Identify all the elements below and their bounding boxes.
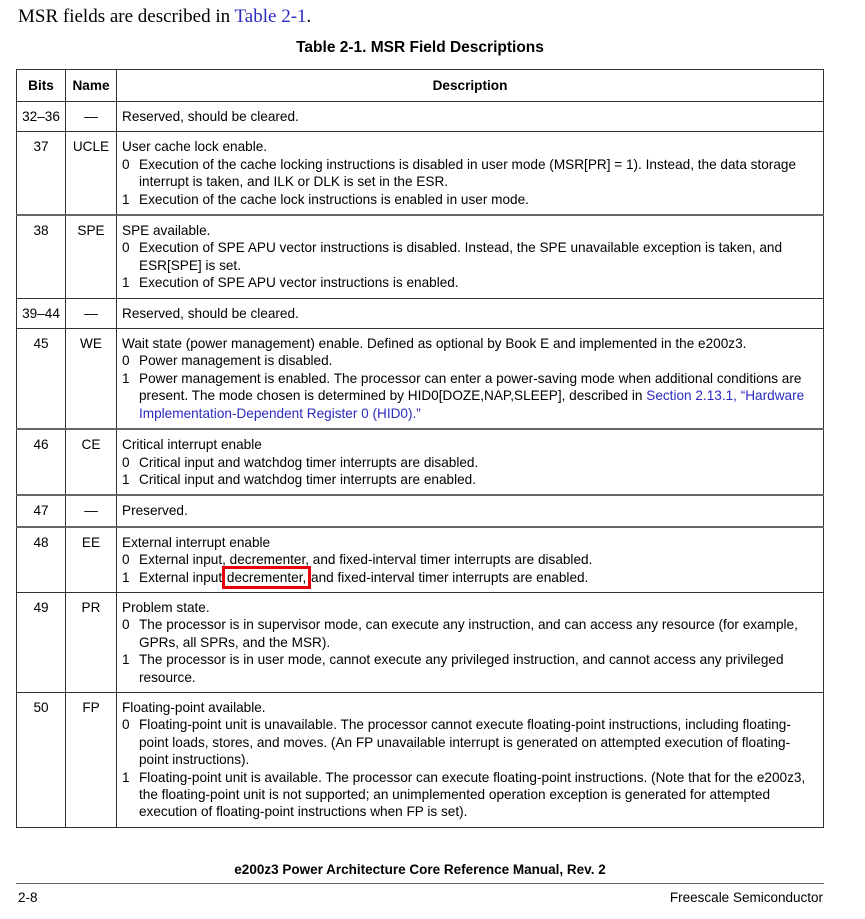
intro-paragraph [18,6,311,28]
option-key: 1 [122,769,130,785]
footer-divider [16,883,824,884]
description-title: External interrupt enable [122,534,271,550]
option-1 [122,769,817,821]
description-title: Wait state (power management) enable. Defined as optional by Book E and implemented in the e200z3. [122,336,747,352]
name-cell: UCLE [66,132,117,215]
option-text: Execution of the cache lock instructions is enabled in user mode. [139,191,529,207]
description-cell [117,132,824,215]
table-header-row [17,70,824,102]
table-row [17,102,824,132]
option-key: 0 [122,454,130,470]
option-key: 0 [122,617,130,633]
option-text: Power management is disabled. [139,353,333,369]
option-0 [122,156,817,191]
name-cell: PR [66,592,117,692]
option-key: 0 [122,240,130,256]
description-cell [117,527,824,593]
description-cell [117,429,824,495]
option-0 [122,616,817,651]
table-row [17,495,824,526]
option-0 [122,551,817,568]
option-key: 1 [122,471,130,487]
table-row [17,527,824,593]
description-cell [117,592,824,692]
option-key: 0 [122,717,130,733]
msr-field-table [16,69,824,828]
option-key: 1 [122,569,130,585]
option-0 [122,716,817,768]
table-row [17,132,824,215]
name-cell: — [66,102,117,132]
option-1 [122,569,817,586]
name-cell: EE [66,527,117,593]
header-bits: Bits [17,70,66,102]
name-cell: SPE [66,215,117,298]
bits-cell: 47 [17,495,66,526]
intro-text: MSR fields are described in [18,6,235,27]
bits-cell: 49 [17,592,66,692]
option-1 [122,274,817,291]
bits-cell: 37 [17,132,66,215]
option-1 [122,471,817,488]
header-description: Description [117,70,824,102]
description-cell [117,102,824,132]
option-text: The processor is in supervisor mode, can execute any instruction, and can access any resource (for example, GPRs, all SPRs, and the MSR). [139,617,798,650]
highlighted-word: decrementer, [226,569,307,585]
bits-cell: 48 [17,527,66,593]
bits-cell: 46 [17,429,66,495]
company-name: Freescale Semiconductor [669,890,823,905]
intro-end: . [306,6,312,27]
description-cell [117,692,824,827]
header-name: Name [66,70,117,102]
option-key: 0 [122,156,130,172]
description-cell [117,215,824,298]
description-title: Preserved. [122,503,188,519]
name-cell: — [66,298,117,328]
option-text: Execution of SPE APU vector instructions is disabled. Instead, the SPE unavailable exception is taken, and ESR[SPE] is set. [139,240,783,273]
section-link[interactable]: Section 2.13.1, “Hardware Implementation-Dependent Register 0 (HID0).” [139,388,805,421]
description-cell [117,298,824,328]
option-text: Floating-point unit is available. The processor can execute floating-point instructions. (Note that for the e200z3, the floating-point unit is not supported; an unimplemented operation exception is generated for attempted execution of floating-point instructions when FP is set). [139,769,806,820]
option-text: Power management is enabled. The processor can enter a power-saving mode when additional conditions are present. The mode chosen is determined by HID0[DOZE,NAP,SLEEP], described in [139,370,802,404]
table-link[interactable]: Table 2-1 [234,6,307,27]
footer-title: e200z3 Power Architecture Core Reference Manual, Rev. 2 [234,862,606,877]
option-key: 0 [122,353,130,369]
option-key: 1 [122,370,130,386]
option-text: Execution of the cache locking instructions is disabled in user mode (MSR[PR] = 1). Instead, the data storage interrupt is taken, and ILK or DLK is set in the ESR. [139,156,797,190]
option-1 [122,651,817,686]
option-text-wrapper [139,370,817,422]
name-cell: WE [66,329,117,430]
option-key: 0 [122,552,130,568]
option-key: 1 [122,191,130,207]
table-row [17,429,824,495]
table-caption: Table 2-1. MSR Field Descriptions [296,39,544,56]
description-title: User cache lock enable. [122,139,268,155]
option-1 [122,191,817,208]
option-text: Floating-point unit is unavailable. The processor cannot execute floating-point instructions, including floating-point loads, stores, and moves. (An FP unavailable interrupt is generated on attempted execution of floating-point instructions). [139,717,791,768]
option-text: External input, decrementer, and fixed-interval timer interrupts are disabled. [139,552,593,568]
description-cell [117,329,824,430]
table-row [17,329,824,430]
description-title: Floating-point available. [122,699,266,715]
bits-cell: 39–44 [17,298,66,328]
description-title: Reserved, should be cleared. [122,305,299,321]
option-0 [122,239,817,274]
bits-cell: 32–36 [17,102,66,132]
name-cell: FP [66,692,117,827]
table-row [17,592,824,692]
description-title: Problem state. [122,599,210,615]
option-0 [122,454,817,471]
table-row [17,215,824,298]
name-cell: — [66,495,117,526]
description-title: Reserved, should be cleared. [122,109,299,124]
name-cell: CE [66,429,117,495]
option-0 [122,352,817,369]
table-row [17,692,824,827]
page-number: 2-8 [18,890,38,905]
description-cell [117,495,824,526]
option-text: External input [139,569,223,585]
description-title: SPE available. [122,223,211,239]
option-text: The processor is in user mode, cannot execute any privileged instruction, and cannot access any privileged resource. [139,652,784,685]
bits-cell: 38 [17,215,66,298]
option-text: and fixed-interval timer interrupts are enabled. [311,569,589,585]
option-key: 1 [122,275,130,291]
option-text-wrapper [139,569,817,586]
bits-cell: 45 [17,329,66,430]
option-text: Critical input and watchdog timer interrupts are disabled. [139,454,479,470]
option-1 [122,370,817,422]
option-text: Critical input and watchdog timer interrupts are enabled. [139,471,477,487]
option-key: 1 [122,652,130,668]
bits-cell: 50 [17,692,66,827]
option-text: Execution of SPE APU vector instructions is enabled. [139,275,459,291]
description-title: Critical interrupt enable [122,437,262,453]
table-row [17,298,824,328]
